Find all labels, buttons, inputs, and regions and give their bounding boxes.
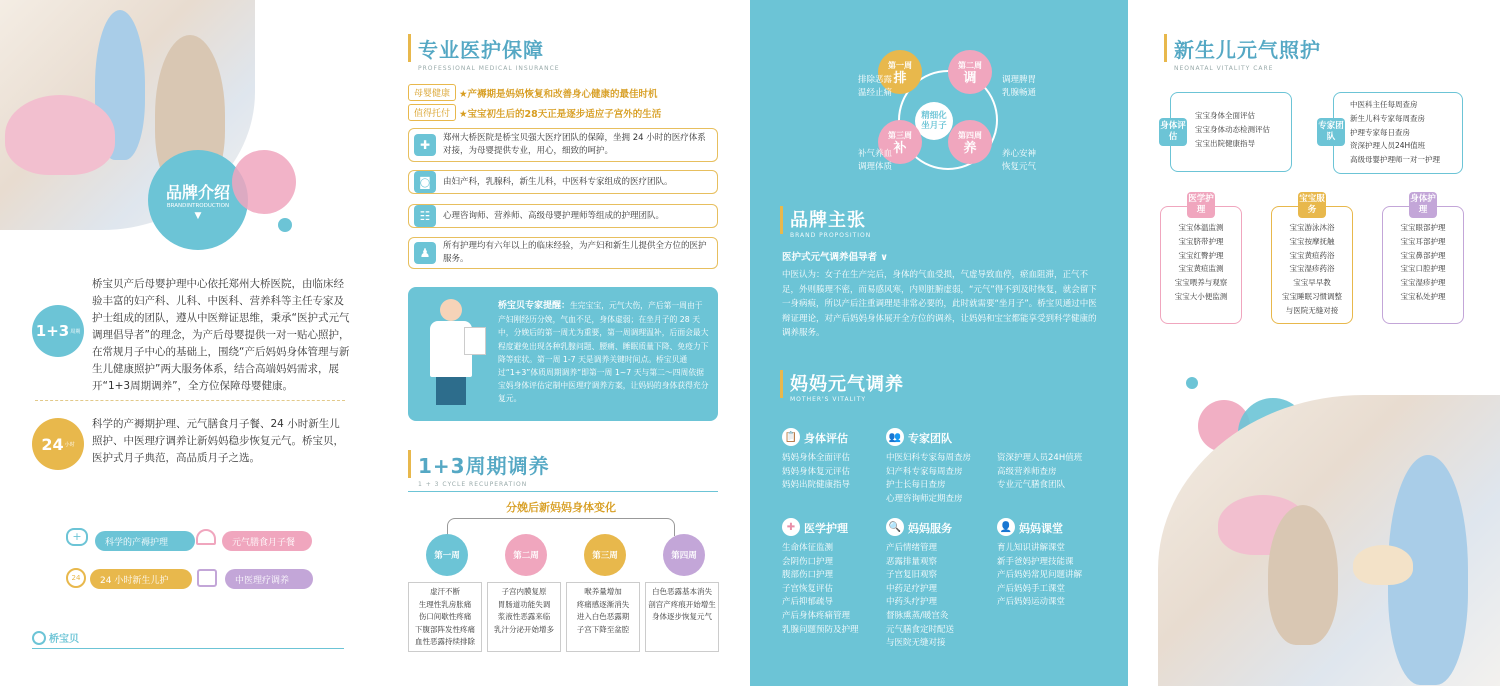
- week-circle: [584, 534, 626, 576]
- newborn-column-item: 宝宝耳部护理: [1400, 236, 1446, 246]
- badge-1plus3-text: 1+3: [35, 322, 70, 340]
- wheel-label-line: 调理体质: [857, 162, 892, 172]
- info-box-medical-team-text: 由妇产科，乳腺科，新生儿科，中医科专家组成的医疗团队。: [443, 176, 673, 187]
- wheel-char: 调: [963, 71, 977, 86]
- deco-dot-blue: [278, 218, 292, 232]
- week-symptom: 进入白色恶露期: [576, 612, 630, 621]
- medical-title: 专业医护保障: [418, 38, 544, 62]
- newborn-column-item: 宝宝大小便监测: [1174, 291, 1228, 301]
- info-box-nursing-team-text: 心理咨询师、营养师、高级母婴护理师等组成的护理团队。: [443, 210, 665, 221]
- wheel-char: 养: [963, 141, 977, 156]
- week-symptom: 血性恶露持续排除: [415, 637, 475, 646]
- category-item: 子宫恢复评估: [782, 583, 834, 594]
- category-item: 产后身体疼痛管理: [782, 610, 851, 621]
- week-symptoms: [487, 582, 561, 652]
- info-box-experience-text: 所有护理均有六年以上的临床经验，为产妇和新生儿提供全方位的医护服务。: [443, 241, 707, 264]
- cycle-header: [418, 450, 550, 488]
- newborn-column-item: 宝宝黄疸药浴: [1289, 250, 1335, 260]
- category-item: 会阴伤口护理: [782, 556, 834, 567]
- category-item: 护士长每日查房: [886, 480, 946, 491]
- footer-rule: [32, 648, 344, 649]
- brand-intro-sub: BRANDINTRODUCTION: [166, 202, 230, 209]
- week-symptom: 子宫内膜复原: [501, 587, 547, 596]
- week-symptoms: [408, 582, 482, 652]
- week-symptom: 虚汗不断: [430, 587, 460, 596]
- category-item: 中药头疗护理: [886, 597, 938, 608]
- wheel-label: [832, 148, 892, 174]
- category-icon: 📋: [782, 428, 800, 446]
- deco-circle-pink: [232, 150, 296, 214]
- category-item: 与医院无缝对接: [886, 638, 946, 649]
- pill-newborn: 24 小时新生儿护: [90, 569, 192, 589]
- info-box-hospital-text: 郑州大桥医院是桥宝贝强大医疗团队的保障，坐拥 24 小时的医疗体系对接，为母婴提供专业，用心，细致的呵护。: [443, 133, 706, 156]
- box1-item: 宝宝身体动态检测评估: [1195, 124, 1270, 134]
- body-change-title: 分娩后新妈妈身体变化: [506, 501, 616, 514]
- cycle-sub: 1 + 3 CYCLE RECUPERATION: [418, 481, 528, 488]
- newborn-column-item: 宝宝口腔护理: [1400, 264, 1446, 274]
- wheel-char: 补: [893, 141, 907, 156]
- category-list: [782, 452, 892, 493]
- newborn-column-tag: 身体护理: [1409, 192, 1437, 218]
- wheel-center-line2: 坐月子: [921, 121, 947, 131]
- badge-1plus3: [32, 305, 84, 357]
- intro-text: 桥宝贝产后母婴护理中心依托郑州大桥医院，由临床经验丰富的妇产科、儿科、中医科、营养科等主任专家及护士组成的团队，遵从中医辩证思维，秉承“医护式元气调理倡导者”的理念，为产后母婴提供一对一贴心照护，在常规月子中心的基础上，围绕“产后妈妈身体管理与新生儿健康照护”两大服务体系，结合高端妈妈需求，展开“1+3周期调养”，全方位保障母婴健康。: [92, 278, 350, 392]
- info-box-experience: [408, 237, 718, 269]
- brand-title: 品牌主张: [790, 210, 866, 231]
- wheel-label-line: 养心安神: [1002, 149, 1037, 159]
- clock-24-icon: 24: [66, 568, 86, 588]
- category-list: [782, 542, 892, 637]
- title-bar-cycle: [408, 450, 411, 478]
- badge-24h: [32, 418, 84, 470]
- wheel-label-line: 乳腺畅通: [1002, 88, 1037, 98]
- plus-heart-icon: +: [66, 528, 88, 546]
- box-expert-team: [1333, 92, 1463, 174]
- category-item: 资深护理人员24H值班: [997, 453, 1083, 463]
- tip-title: 桥宝贝专家提醒：: [498, 301, 571, 311]
- medical-sub: PROFESSIONAL MEDICAL INSURANCE: [418, 65, 560, 72]
- badge-24h-small: 小时: [64, 441, 75, 448]
- week-symptoms: [645, 582, 719, 652]
- category-list: [997, 452, 1107, 493]
- newborn-column-item: 宝宝黄疸监测: [1178, 264, 1224, 274]
- wheel-label-line: 恢复元气: [1002, 162, 1037, 172]
- cycle-rule: [408, 491, 718, 492]
- pill-postpartum: 科学的产褥护理: [95, 531, 195, 551]
- wheel-node: [948, 120, 992, 164]
- category-item: 妈妈身体全面评估: [782, 453, 851, 463]
- panel-brand-intro: [0, 0, 372, 686]
- vital-sub: MOTHER'S VITALITY: [790, 396, 867, 403]
- hospital-icon: ✚: [414, 134, 436, 156]
- box2-item: 资深护理人员24H值班: [1350, 141, 1426, 151]
- newborn-column-item: 宝宝湿疹护理: [1400, 278, 1446, 288]
- tag-expert-team: 专家团队: [1317, 118, 1345, 146]
- advocate-text: 中医认为：女子在生产完后，身体的气血受损，气虚导致血停，瘀血阻滞，正气不足，外则腠理不密，而易感风寒，内则脏腑虚弱，“元气”得不到及时恢复，就会留下一身病痕，所以产后注重调理是非常必要的，此时就需要“坐月子”。桥宝贝通过中医辩证理论，对产后妈妈身体展开全方位的调养，让妈妈和宝宝都能享受到科学健康的调养服务。: [782, 270, 1097, 339]
- category-list: [886, 542, 996, 651]
- doctor-illustration: [420, 299, 484, 407]
- category-icon: ✚: [782, 518, 800, 536]
- doctor-legs: [436, 377, 466, 405]
- category-label: 医学护理: [804, 522, 848, 535]
- panel-brand-proposition: [750, 0, 1128, 686]
- box1-item: 宝宝身体全面评估: [1195, 111, 1255, 120]
- category-item: 高级营养师查房: [997, 466, 1057, 477]
- box2-item: 中医科主任每周查房: [1350, 100, 1418, 109]
- category-item: 乳腺问题预防及护理: [782, 624, 859, 635]
- father-figure-2: [1268, 505, 1338, 645]
- category-item: 生命体征监测: [782, 543, 834, 553]
- category-item: 产后妈妈手工课堂: [997, 583, 1066, 594]
- vital-header: [790, 370, 904, 403]
- info-box-hospital: [408, 128, 718, 162]
- newborn-column-box: [1382, 206, 1464, 324]
- wheel-week: 第一周: [888, 61, 912, 70]
- category-item: 育儿知识讲解课堂: [997, 543, 1066, 553]
- box-body-assess: [1170, 92, 1292, 172]
- week-symptom: 下腹部阵发性疼痛: [415, 624, 475, 634]
- newborn-column-item: 宝宝眼部护理: [1400, 223, 1446, 232]
- wheel-node: [948, 50, 992, 94]
- category-item: 妈妈身体复元评估: [782, 466, 851, 477]
- tag-health: 母婴健康: [408, 84, 456, 101]
- tag-health-text: ★产褥期是妈妈恢复和改善身心健康的最佳时机: [459, 88, 658, 100]
- mother-figure: [5, 95, 115, 175]
- week-symptom: 伤口间歇性疼痛: [418, 612, 472, 621]
- newborn-column-item: 宝宝体温监测: [1178, 223, 1224, 232]
- divider: [35, 400, 345, 401]
- info-box-nursing-team: [408, 204, 718, 228]
- dome-icon: [196, 529, 216, 545]
- week-circle: [426, 534, 468, 576]
- category-item: 产后妈妈运动课堂: [997, 597, 1066, 608]
- advocate-line: 医护式元气调养倡导者 ∨: [782, 252, 889, 263]
- newborn-column-tag: 宝宝服务: [1298, 192, 1326, 218]
- therapy-icon: [197, 569, 217, 587]
- category-label: 妈妈课堂: [1019, 522, 1063, 535]
- tip-text-block: [498, 299, 710, 406]
- badge-24h-text: 24: [41, 434, 64, 454]
- expert-tip-card: [408, 287, 718, 421]
- box2-item: 高级母婴护理师一对一护理: [1350, 155, 1440, 165]
- category-item: 中医妇科专家每周查房: [886, 453, 972, 463]
- newborn-column-item: 宝宝鼻部护理: [1400, 250, 1446, 260]
- brand-intro-title: 品牌介绍: [165, 182, 230, 202]
- logo-icon: [32, 631, 46, 645]
- wheel-label-line: 补气养血: [857, 149, 892, 159]
- text-24h: 科学的产褥期护理、元气膳食月子餐、24 小时新生儿照护、中医理疗调养让新妈妈稳步恢复元气。桥宝贝，医护式月子典范，高品质月子之选。: [92, 418, 344, 464]
- box1-item: 宝宝出院健康指导: [1195, 138, 1255, 148]
- newborn-column-item: 宝宝按摩抚触: [1289, 236, 1335, 246]
- brand-logo: [32, 630, 79, 645]
- category-item: 中药足疗护理: [886, 583, 938, 594]
- vital-title: 妈妈元气调养: [790, 374, 904, 395]
- title-bar-brand: [780, 206, 783, 234]
- category-item: 腹部伤口护理: [782, 570, 834, 581]
- title-bar-newborn: [1164, 34, 1167, 62]
- wheel-week: 第四周: [958, 131, 982, 140]
- wheel-char: 排: [893, 71, 907, 86]
- wheel-label: [1002, 148, 1062, 174]
- logo-text: 桥宝贝: [49, 634, 79, 645]
- category-icon: 👥: [886, 428, 904, 446]
- category-item: 恶露排量观察: [886, 556, 938, 567]
- category-icon: 🔍: [886, 518, 904, 536]
- wheel-label-line: 温经止痛: [857, 88, 892, 98]
- week-symptom: 乳汁分泌开始增多: [494, 624, 554, 634]
- newborn-sub: NEONATAL VITALITY CARE: [1174, 65, 1274, 72]
- newborn-title: 新生儿元气照护: [1174, 38, 1321, 62]
- newborn-column-tag: 医学护理: [1187, 192, 1215, 218]
- tag-row-2: [408, 104, 661, 121]
- tag-row-1: [408, 84, 658, 101]
- week-symptoms: [566, 582, 640, 652]
- deco-dot-blue-2: [1186, 377, 1198, 389]
- category-label: 专家团队: [908, 432, 952, 445]
- newborn-header: [1174, 34, 1321, 72]
- tag-trust: 值得托付: [408, 104, 456, 121]
- wheel-week: 第二周: [958, 61, 982, 70]
- week-symptom: 喉养量增加: [584, 587, 622, 596]
- wheel-week: 第三周: [888, 131, 912, 140]
- newborn-column-box: [1160, 206, 1242, 324]
- week-circle: [505, 534, 547, 576]
- brand-intro-circle: [148, 150, 248, 250]
- week-label: 第二周: [513, 551, 539, 561]
- week-symptom: 胃肠道功能失调: [497, 599, 551, 609]
- info-box-medical-team: [408, 170, 718, 194]
- week-label: 第一周: [434, 551, 460, 561]
- badge-1plus3-small: 周期: [70, 328, 81, 335]
- category-item: 新手爸妈护理技能课: [997, 556, 1074, 567]
- panel-newborn: [1128, 0, 1500, 686]
- week-symptom: 子宫下降至盆腔: [576, 624, 630, 634]
- week-symptom: 剖宫产疼痕开始增生: [648, 599, 716, 609]
- brand-sub: BRAND PROPOSITION: [790, 232, 872, 239]
- camera-icon: ◙: [414, 171, 436, 193]
- title-bar: [408, 34, 411, 62]
- panel-medical: [372, 0, 750, 686]
- week-symptom: 身体逐步恢复元气: [652, 612, 712, 621]
- newborn-column-item: 宝宝喂养与观察: [1174, 278, 1228, 288]
- nurse-icon: ♟: [414, 242, 436, 264]
- pill-meal: 元气膳食月子餐: [222, 531, 312, 551]
- category-item: 产后抑郁疏导: [782, 597, 834, 608]
- category-item: 子宫复旧观察: [886, 570, 938, 581]
- brand-header: [790, 206, 871, 239]
- newborn-column-item: 宝宝红臀护理: [1178, 250, 1224, 260]
- wheel-label-line: 排除恶露: [857, 75, 892, 85]
- newborn-column-item: 宝宝湿疹药浴: [1289, 264, 1335, 274]
- medical-header: [418, 34, 560, 72]
- title-bar-vital: [780, 370, 783, 398]
- wheel-label: [832, 74, 892, 100]
- newborn-column-item: 宝宝脐带护理: [1178, 236, 1224, 246]
- category-item: 妈妈出院健康指导: [782, 480, 851, 491]
- chevron-down-icon: ▼: [194, 210, 202, 221]
- tag-body-assess: 身体评估: [1159, 118, 1187, 146]
- box2-item: 护理专家每日查房: [1350, 127, 1410, 137]
- category-item: 专业元气膳食团队: [997, 480, 1066, 491]
- team-icon: ☷: [414, 205, 436, 227]
- newborn-column-box: [1271, 206, 1353, 324]
- newborn-column-item: 宝宝私处护理: [1400, 291, 1446, 301]
- newborn-column-item: 宝宝睡眠习惯调整: [1282, 291, 1342, 301]
- wheel-label: [1002, 74, 1062, 100]
- newborn-column-item: 与医院无缝对接: [1285, 305, 1339, 315]
- box2-item: 新生儿科专家每周查房: [1350, 113, 1425, 123]
- pill-tcm: 中医理疗调养: [225, 569, 313, 589]
- week-label: 第四周: [671, 551, 697, 561]
- category-item: 元气膳食定时配送: [886, 624, 955, 635]
- week-symptom: 生理性乳房胀痛: [418, 599, 472, 609]
- tip-text: 生完宝宝，元气大伤，产后第一周由于产妇刚经历分娩，气血不足，身体虚弱；在坐月子的 28 天中，分娩后的第一周尤为重要，第一周调理温补，后面会最大程度避免出现各种乳腺问题、腰痛、睡眠质量下降、免疫力下降等症状。第一周 1-7 天是调养关键时间点。桥宝贝通过“1+3”体质周期调养“即第一周 1~7 天与第二～四周依据宝妈身体评估定制中医理疗调养方案，让妈妈的身体获得充分复元。: [498, 301, 709, 404]
- wheel-center-line1: 精细化: [921, 111, 947, 121]
- category-list: [886, 452, 996, 506]
- category-label: 身体评估: [804, 432, 848, 445]
- category-label: 妈妈服务: [908, 522, 952, 535]
- service-pills: [0, 525, 372, 595]
- newborn-column-item: 宝宝早早教: [1293, 278, 1331, 288]
- doctor-head: [440, 299, 462, 321]
- category-icon: 👤: [997, 518, 1015, 536]
- week-symptom: 疼痛感逐渐消失: [576, 599, 630, 609]
- newborn-column-item: 宝宝游泳沐浴: [1289, 223, 1335, 232]
- category-item: 心理咨询师定期查房: [886, 493, 963, 504]
- week-circle: [663, 534, 705, 576]
- clipboard-icon: [464, 327, 486, 355]
- week-label: 第三周: [592, 551, 618, 561]
- tag-trust-text: ★宝宝初生后的28天正是逐步适应子宫外的生活: [459, 108, 662, 120]
- cycle-title: 1+3周期调养: [418, 454, 550, 478]
- category-item: 产后情绪管理: [886, 543, 938, 553]
- baby-figure: [1353, 545, 1413, 585]
- category-list: [997, 542, 1107, 610]
- week-symptom: 白色恶露基本消失: [652, 587, 712, 596]
- category-item: 产后妈妈常见问题讲解: [997, 570, 1083, 581]
- category-item: 督脉熏蒸/暖宫灸: [886, 610, 949, 621]
- bracket-line: [447, 518, 675, 536]
- week-symptom: 浆液性恶露来临: [497, 612, 551, 621]
- category-item: 妇产科专家每周查房: [886, 466, 963, 477]
- wheel-label-line: 调理脾胃: [1002, 75, 1037, 85]
